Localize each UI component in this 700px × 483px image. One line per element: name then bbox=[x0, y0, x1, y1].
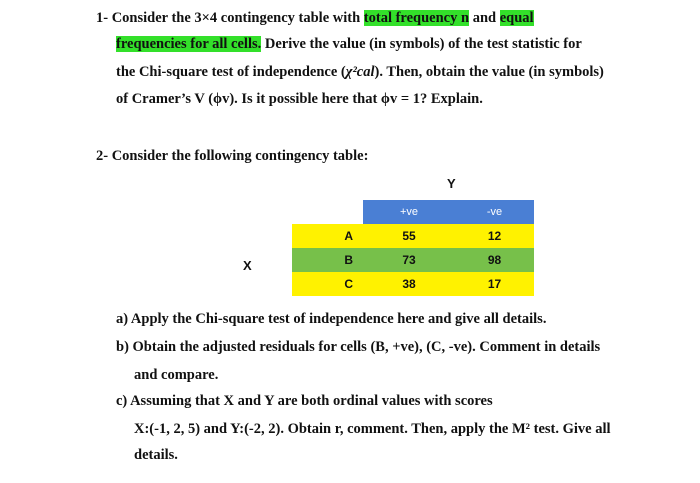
x-axis-label: X bbox=[243, 258, 252, 273]
cell-neg: 17 bbox=[455, 272, 534, 296]
table-row bbox=[292, 248, 534, 272]
table-row bbox=[292, 272, 534, 296]
row-label: B bbox=[292, 248, 363, 272]
q1-text: and bbox=[469, 10, 500, 26]
q1-line1 bbox=[96, 9, 534, 27]
cell-neg: 12 bbox=[455, 224, 534, 248]
row-label: C bbox=[292, 272, 363, 296]
highlight-equal: equal bbox=[499, 10, 534, 26]
cell-pos: 38 bbox=[363, 272, 455, 296]
y-axis-label: Y bbox=[447, 176, 456, 191]
contingency-table bbox=[292, 200, 534, 296]
q1-text: Derive the value (in symbols) of the test statistic for bbox=[261, 36, 582, 52]
chi-square-symbol: χ²cal bbox=[345, 64, 375, 80]
highlight-total-frequency: total frequency n bbox=[363, 10, 470, 26]
header-pos: +ve bbox=[363, 200, 455, 224]
table-header-row bbox=[292, 200, 534, 224]
q2-part-b-line1: b) Obtain the adjusted residuals for cells (B, +ve), (C, -ve). Comment in details bbox=[116, 339, 601, 355]
q1-line3 bbox=[116, 63, 604, 81]
q1-text: 1- Consider the 3×4 contingency table with bbox=[96, 10, 364, 26]
cell-pos: 55 bbox=[363, 224, 455, 248]
q1-text: the Chi-square test of independence ( bbox=[116, 64, 346, 80]
q2-part-c-line1: c) Assuming that X and Y are both ordinal values with scores bbox=[116, 393, 493, 409]
table-row bbox=[292, 224, 534, 248]
q1-line2 bbox=[116, 35, 582, 53]
q2-part-c-line3: details. bbox=[134, 447, 178, 463]
cell-neg: 98 bbox=[455, 248, 534, 272]
cell-pos: 73 bbox=[363, 248, 455, 272]
row-label: A bbox=[292, 224, 363, 248]
q2-part-a: a) Apply the Chi-square test of independence here and give all details. bbox=[116, 311, 547, 327]
highlight-frequencies: frequencies for all cells. bbox=[116, 36, 262, 52]
q2-intro: 2- Consider the following contingency table: bbox=[96, 148, 369, 164]
q1-line4: of Cramer’s V (ϕv). Is it possible here that ϕv = 1? Explain. bbox=[116, 91, 483, 107]
header-neg: -ve bbox=[455, 200, 534, 224]
q2-part-c-line2: X:(-1, 2, 5) and Y:(-2, 2). Obtain r, comment. Then, apply the M² test. Give all bbox=[134, 421, 611, 437]
q2-part-b-line2: and compare. bbox=[134, 367, 219, 383]
q1-text: ). Then, obtain the value (in symbols) bbox=[374, 64, 604, 80]
